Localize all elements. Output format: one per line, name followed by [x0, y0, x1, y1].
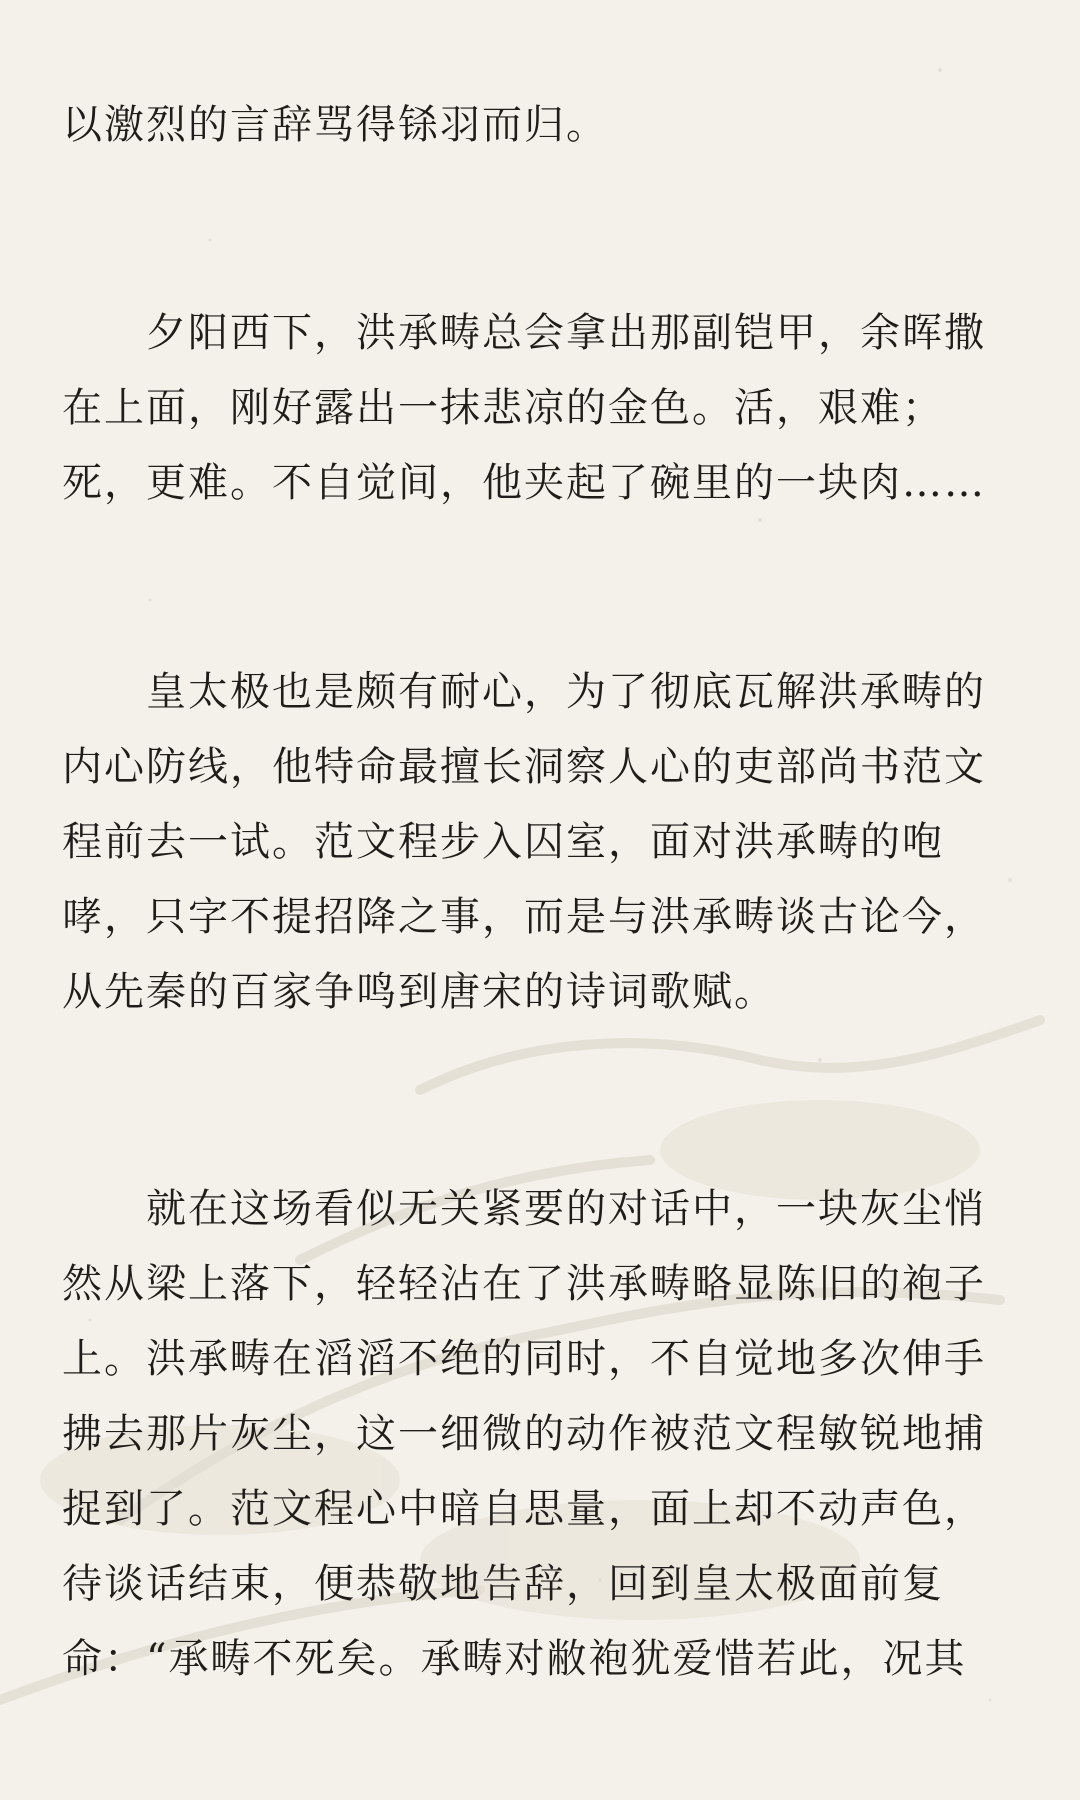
text-line: 夕阳西下，洪承畴总会拿出那副铠甲，余晖撒	[62, 310, 986, 356]
text-line: 死，更难。不自觉间，他夹起了碗里的一块肉……	[62, 460, 986, 506]
text-line: 从先秦的百家争鸣到唐宋的诗词歌赋。	[62, 969, 776, 1015]
text-line: 哮，只字不提招降之事，而是与洪承畴谈古论今，	[62, 894, 986, 940]
paragraph-3	[62, 655, 1017, 1030]
text-line: 拂去那片灰尘，这一细微的动作被范文程敏锐地捕	[62, 1411, 986, 1457]
text-line: 程前去一试。范文程步入囚室，面对洪承畴的咆	[62, 819, 944, 865]
text-line: 待谈话结束，便恭敬地告辞，回到皇太极面前复	[62, 1561, 944, 1607]
text-line: 就在这场看似无关紧要的对话中，一块灰尘悄	[62, 1186, 986, 1232]
text-line: 上。洪承畴在滔滔不绝的同时，不自觉地多次伸手	[62, 1336, 986, 1382]
paragraph-2	[62, 296, 1017, 521]
text-line: 以激烈的言辞骂得铩羽而归。	[62, 102, 608, 148]
paragraph-1	[62, 88, 1017, 163]
text-line: 内心防线，他特命最擅长洞察人心的吏部尚书范文	[62, 744, 986, 790]
paragraph-4	[62, 1172, 1017, 1697]
text-line: 皇太极也是颇有耐心，为了彻底瓦解洪承畴的	[62, 669, 986, 715]
text-line: 捉到了。范文程心中暗自思量，面上却不动声色，	[62, 1486, 986, 1532]
text-line: 然从梁上落下，轻轻沾在了洪承畴略显陈旧的袍子	[62, 1261, 986, 1307]
text-line: 在上面，刚好露出一抹悲凉的金色。活，艰难；	[62, 385, 944, 431]
text-line: 命：“承畴不死矣。承畴对敝袍犹爱惜若此，况其	[62, 1636, 967, 1682]
